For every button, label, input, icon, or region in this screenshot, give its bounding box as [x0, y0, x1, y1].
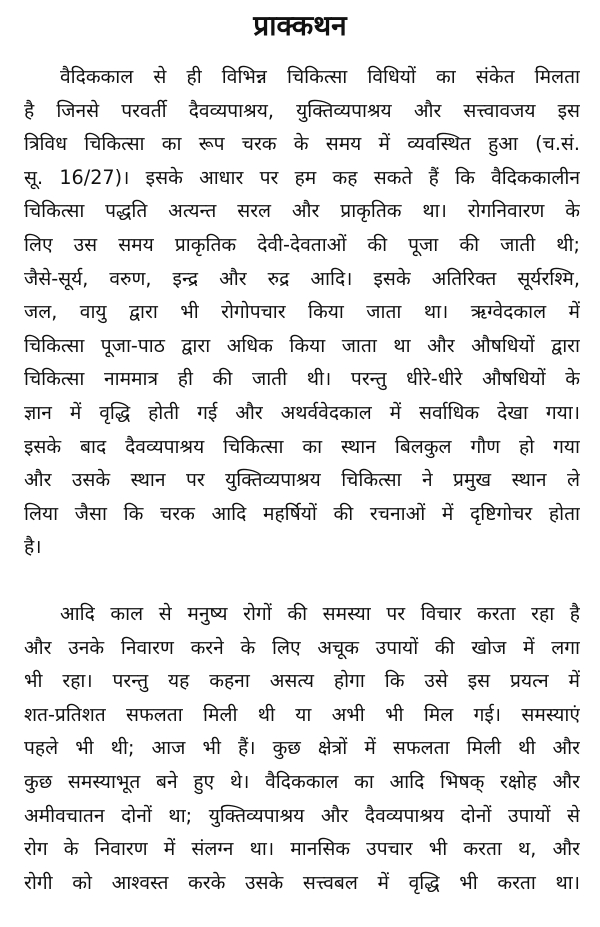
text-line: शत-प्रतिशत सफलता मिली थी या अभी भी मिल गई। समस्याएं: [24, 702, 580, 726]
text-line: जल, वायु द्वारा भी रोगोपचार किया जाता था। ऋग्वेदकाल में: [24, 300, 580, 324]
paragraph-1: [24, 60, 580, 564]
text-line: कुछ समस्याभूत बने हुए थे। वैदिककाल का आदि भिषक् रक्षोह और: [24, 769, 580, 793]
text-line: भी रहा। परन्तु यह कहना असत्य होगा कि उसे इस प्रयत्न में: [24, 669, 580, 693]
text-line: है।: [24, 535, 42, 559]
text-line: चिकित्सा पूजा-पाठ द्वारा अधिक किया जाता था और औषधियों द्वारा: [24, 333, 580, 357]
text-line: लिया जैसा कि चरक आदि महर्षियों की रचनाओं में दृष्टिगोचर होता: [24, 501, 580, 525]
text-line: त्रिविध चिकित्सा का रूप चरक के समय में व्यवस्थित हुआ (च.सं.: [24, 132, 580, 156]
text-line: लिए उस समय प्राकृतिक देवी-देवताओं की पूजा की जाती थी;: [24, 232, 580, 256]
text-line: चिकित्सा नाममात्र ही की जाती थी। परन्तु धीरे-धीरे औषधियों के: [24, 367, 580, 391]
text-line: और उनके निवारण करने के लिए अचूक उपायों की खोज में लगा: [24, 635, 580, 659]
text-line: आदि काल से मनुष्य रोगों की समस्या पर विचार करता रहा है: [60, 602, 580, 625]
text-line: है जिनसे परवर्ती दैवव्यपाश्रय, युक्तिव्यपाश्रय और सत्त्वावजय इस: [24, 98, 580, 122]
text-line: रोग के निवारण में संलग्न था। मानसिक उपचार भी करता थ, और: [24, 837, 580, 861]
text-line: इसके बाद दैवव्यपाश्रय चिकित्सा का स्थान बिलकुल गौण हो गया: [24, 434, 580, 458]
text-line: ज्ञान में वृद्धि होती गई और अथर्ववेदकाल में सर्वाधिक देखा गया।: [24, 400, 580, 424]
text-line: अमीवचातन दोनों था; युक्तिव्यपाश्रय और दैवव्यपाश्रय दोनों उपायों से: [24, 803, 580, 827]
page-title: प्राक्कथन: [253, 9, 347, 42]
paragraph-2: [24, 597, 580, 899]
text-line: पहले भी थी; आज भी हैं। कुछ क्षेत्रों में सफलता मिली थी और: [24, 736, 580, 760]
text-line: चिकित्सा पद्धति अत्यन्त सरल और प्राकृतिक था। रोगनिवारण के: [24, 199, 580, 223]
text-line: वैदिककाल से ही विभिन्न चिकित्सा विधियों का संकेत मिलता: [60, 65, 580, 88]
text-line: सू. 16/27)। इसके आधार पर हम कह सकते हैं कि वैदिककालीन: [24, 165, 580, 189]
text-line: जैसे-सूर्य, वरुण, इन्द्र और रुद्र आदि। इसके अतिरिक्त सूर्यरश्मि,: [24, 266, 580, 290]
text-line: और उसके स्थान पर युक्तिव्यपाश्रय चिकित्सा ने प्रमुख स्थान ले: [24, 468, 580, 492]
text-line: रोगी को आश्वस्त करके उसके सत्त्वबल में वृद्धि भी करता था।: [24, 870, 580, 894]
